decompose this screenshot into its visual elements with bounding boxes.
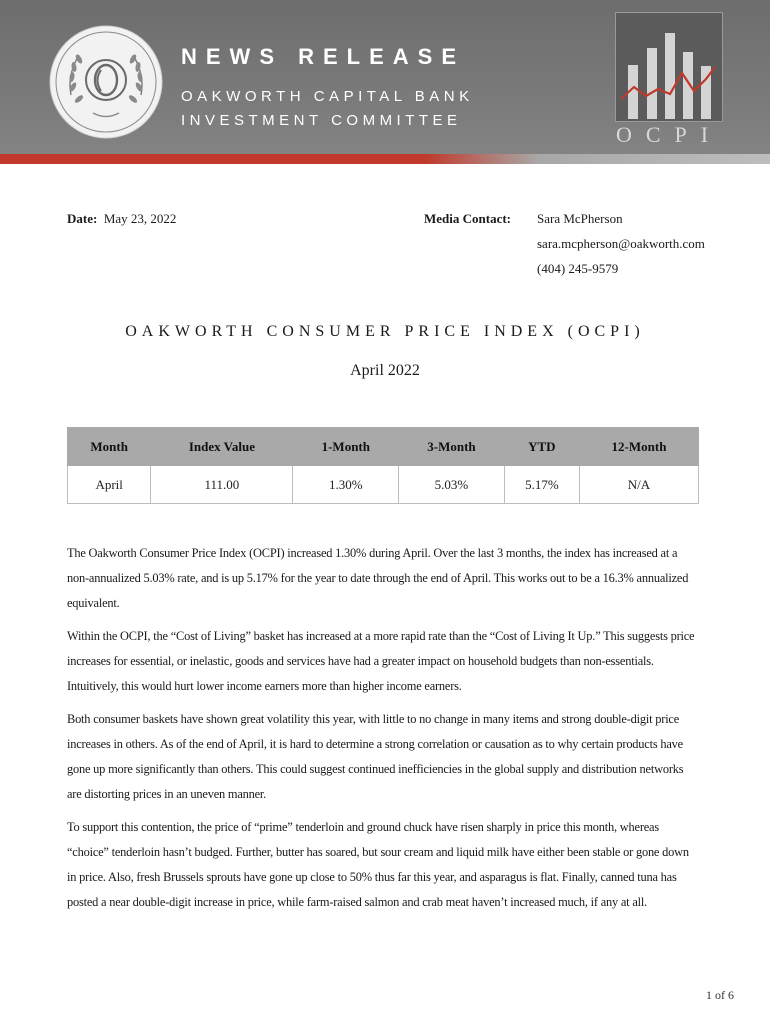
paragraph: Both consumer baskets have shown great volatility this year, with little to no change in many items and strong double-digit price increases in others. As of the end of April, it is hard to determine a strong correlation or causation as to why certain products have gone up more significantly than others. This could suggest continued inefficiencies in the global supply and distribution networks are distorting prices in an uneven manner. [67,712,684,801]
ocpi-logo-text: OCPI [615,122,723,147]
column-header-month: Month [68,428,151,466]
contact-email[interactable]: sara.mcpherson@oakworth.com [537,236,705,251]
table-row [68,466,699,504]
date-value: May 23, 2022 [103,211,177,226]
ocpi-summary-table [67,427,699,504]
date-label: Date: [67,211,98,226]
column-header-ytd: YTD [504,428,579,466]
oakworth-seal-icon [49,25,163,139]
paragraph: The Oakworth Consumer Price Index (OCPI) increased 1.30% during April. Over the last 3 months, the index has increased at a non-annualized 5.03% rate, and is up 5.17% for the year to date through the end of April. This works out to be a 16.3% annualized equivalent. [67,546,689,610]
table-header-row [68,428,699,466]
media-contact-label: Media Contact: [424,211,512,226]
paragraph: Within the OCPI, the “Cost of Living” basket has increased at a more rapid rate than the “Cost of Living It Up.” This suggests price increases for essential, or inelastic, goods and services have had a greater impact on household budgets than non-essentials. Intuitively, this would hurt lower income earners more than higher income earners. [67,629,695,693]
column-header-12-month: 12-Month [579,428,698,466]
date-line [67,211,176,227]
table-cell-index-value: 111.00 [151,466,293,504]
page-number: 1 of 6 [706,988,734,1002]
header-accent-band [0,154,770,164]
paragraph: To support this contention, the price of “prime” tenderloin and ground chuck have risen sharply in price this month, whereas “choice” tenderloin hasn’t budged. Further, butter has soared, but sour cream and liquid milk have either been stable or gone down in price. Also, fresh Brussels sprouts have gone up close to 50% thus far this year, and asparagus is flat. Finally, canned tuna has posted a near double-digit increase in price, while farm-raised salmon and crab meat haven’t increased much, if any at all. [67,820,689,909]
column-header-3-month: 3-Month [399,428,505,466]
table-cell-month: April [68,466,151,504]
table-cell-3-month: 5.03% [399,466,505,504]
org-name-line1: OAKWORTH CAPITAL BANK [181,88,474,105]
document-subtitle: April 2022 [350,362,420,379]
table-cell-1-month: 1.30% [293,466,399,504]
document-title: OAKWORTH CONSUMER PRICE INDEX (OCPI) [125,323,645,340]
table-cell-ytd: 5.17% [504,466,579,504]
contact-name: Sara McPherson [537,211,623,226]
body-text [67,541,699,923]
table-cell-12-month: N/A [579,466,698,504]
ocpi-bar-line-chart-icon [616,13,722,121]
column-header-1-month: 1-Month [293,428,399,466]
ocpi-logo-box [615,12,723,122]
news-release-title: NEWS RELEASE [181,44,466,69]
contact-phone: (404) 245-9579 [537,261,619,276]
org-name-line2: INVESTMENT COMMITTEE [181,112,462,129]
column-header-index-value: Index Value [151,428,293,466]
